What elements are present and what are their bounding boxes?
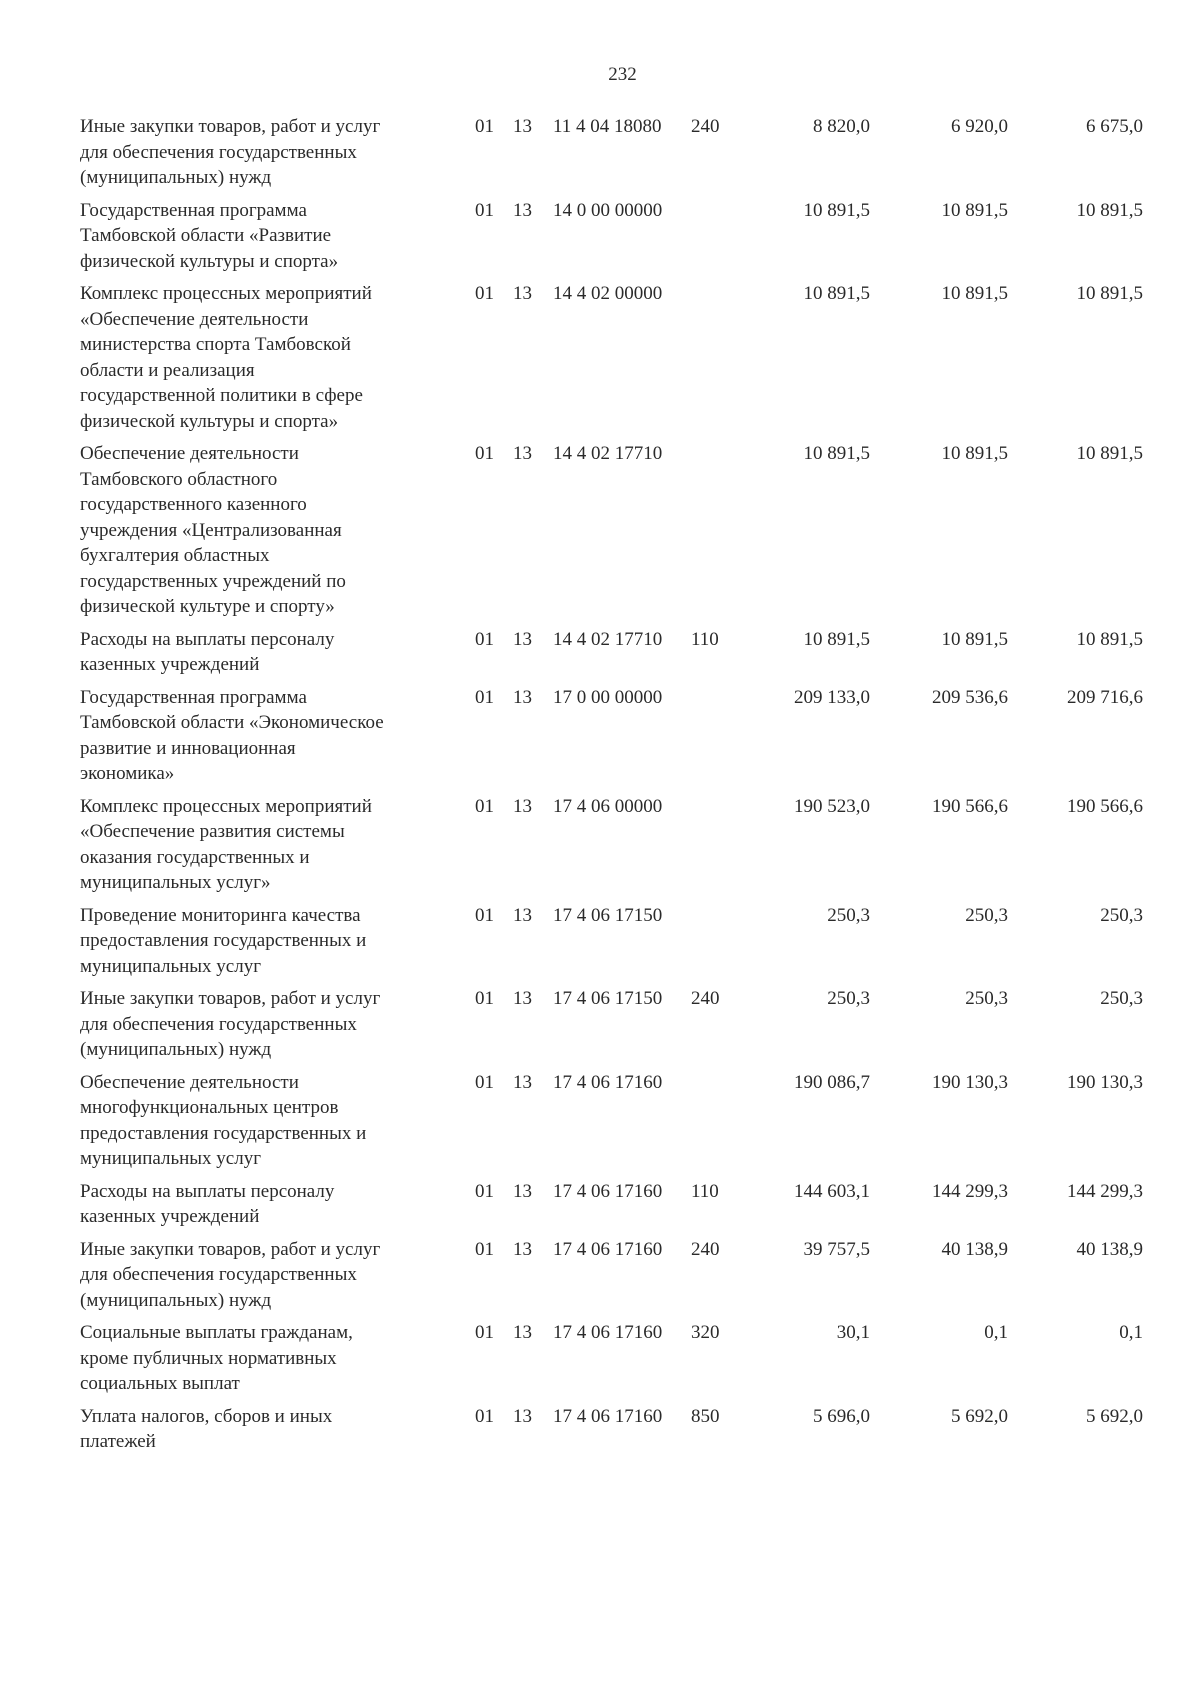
section-code: 01	[475, 1180, 494, 1202]
expense-type-code: 110	[691, 1180, 719, 1202]
table-row	[80, 685, 1155, 787]
amount-year-3: 10 891,5	[1076, 628, 1143, 650]
amount-year-3: 250,3	[1100, 904, 1143, 926]
expense-type-code: 110	[691, 628, 719, 650]
amount-year-3: 250,3	[1100, 988, 1143, 1009]
table-row	[80, 1320, 1155, 1397]
expense-type-code: 240	[691, 1238, 720, 1260]
amount-year-2: 10 891,5	[941, 443, 1008, 464]
target-article-code: 14 4 02 17710	[553, 443, 663, 464]
section-code: 01	[475, 988, 494, 1009]
target-article-code: 14 0 00 00000	[553, 199, 663, 221]
section-code: 01	[475, 443, 494, 464]
expense-name: Уплата налогов, сборов и иных платежей	[80, 1405, 333, 1452]
amount-year-1: 190 523,0	[794, 795, 870, 817]
amount-year-3: 190 130,3	[1067, 1071, 1143, 1093]
section-code: 01	[475, 199, 494, 221]
amount-year-1: 10 891,5	[803, 443, 870, 464]
table-row	[80, 627, 1155, 678]
amount-year-3: 6 675,0	[1086, 116, 1143, 137]
target-article-code: 17 0 00 00000	[553, 686, 663, 708]
section-code: 01	[475, 904, 494, 926]
section-code: 01	[475, 686, 494, 708]
target-article-code: 14 4 02 17710	[553, 628, 663, 650]
expense-name: Государственная программа Тамбовской области «Экономическое развитие и инновационная экономика»	[80, 686, 384, 784]
expense-name: Социальные выплаты гражданам, кроме публичных нормативных социальных выплат	[80, 1322, 353, 1394]
amount-year-3: 209 716,6	[1067, 686, 1143, 708]
expense-name: Комплекс процессных мероприятий «Обеспечение деятельности министерства спорта Тамбовской области и реализация государственной политики в сфере физической культуры и спорта»	[80, 283, 372, 432]
expense-type-code: 320	[691, 1322, 720, 1343]
target-article-code: 11 4 04 18080	[553, 116, 662, 137]
amount-year-3: 40 138,9	[1076, 1238, 1143, 1260]
amount-year-3: 190 566,6	[1067, 795, 1143, 817]
table-row	[80, 986, 1155, 1063]
section-code: 01	[475, 1071, 494, 1093]
section-code: 01	[475, 795, 494, 817]
table-row	[80, 198, 1155, 275]
subsection-code: 13	[513, 1405, 532, 1427]
expense-name: Обеспечение деятельности Тамбовского областного государственного казенного учреждения «Централизованная бухгалтерия областных государственных учреждений по физической культуре и спорту»	[80, 443, 346, 617]
amount-year-2: 190 566,6	[932, 795, 1008, 817]
subsection-code: 13	[513, 283, 532, 304]
target-article-code: 17 4 06 17160	[553, 1238, 663, 1260]
table-row	[80, 1237, 1155, 1314]
amount-year-1: 250,3	[827, 988, 870, 1009]
subsection-code: 13	[513, 443, 532, 464]
amount-year-1: 144 603,1	[794, 1180, 870, 1202]
target-article-code: 17 4 06 00000	[553, 795, 663, 817]
target-article-code: 17 4 06 17150	[553, 988, 663, 1009]
subsection-code: 13	[513, 1322, 532, 1343]
amount-year-3: 5 692,0	[1086, 1405, 1143, 1427]
table-row	[80, 281, 1155, 434]
expense-type-code: 240	[691, 988, 720, 1009]
table-row	[80, 1070, 1155, 1172]
subsection-code: 13	[513, 199, 532, 221]
section-code: 01	[475, 1405, 494, 1427]
expense-name: Расходы на выплаты персоналу казенных учреждений	[80, 1180, 335, 1227]
section-code: 01	[475, 116, 494, 137]
expense-name: Иные закупки товаров, работ и услуг для обеспечения государственных (муниципальных) нужд	[80, 1238, 381, 1311]
amount-year-1: 10 891,5	[803, 199, 870, 221]
amount-year-2: 144 299,3	[932, 1180, 1008, 1202]
expense-name: Расходы на выплаты персоналу казенных учреждений	[80, 628, 335, 675]
section-code: 01	[475, 1238, 494, 1260]
section-code: 01	[475, 1322, 494, 1343]
amount-year-2: 10 891,5	[941, 628, 1008, 650]
subsection-code: 13	[513, 116, 532, 137]
subsection-code: 13	[513, 904, 532, 926]
target-article-code: 17 4 06 17160	[553, 1405, 663, 1427]
subsection-code: 13	[513, 1238, 532, 1260]
amount-year-1: 5 696,0	[813, 1405, 870, 1427]
budget-table	[80, 114, 1155, 1462]
target-article-code: 17 4 06 17160	[553, 1071, 663, 1093]
amount-year-1: 8 820,0	[813, 116, 870, 137]
amount-year-3: 10 891,5	[1076, 283, 1143, 304]
amount-year-2: 190 130,3	[932, 1071, 1008, 1093]
amount-year-1: 250,3	[827, 904, 870, 926]
section-code: 01	[475, 628, 494, 650]
expense-type-code: 240	[691, 116, 720, 137]
amount-year-2: 5 692,0	[951, 1405, 1008, 1427]
table-row	[80, 794, 1155, 896]
amount-year-1: 10 891,5	[803, 628, 870, 650]
expense-name: Обеспечение деятельности многофункциональных центров предоставления государственных и муниципальных услуг	[80, 1071, 367, 1169]
subsection-code: 13	[513, 1071, 532, 1093]
expense-name: Иные закупки товаров, работ и услуг для обеспечения государственных (муниципальных) нужд	[80, 116, 381, 188]
amount-year-3: 10 891,5	[1076, 443, 1143, 464]
subsection-code: 13	[513, 628, 532, 650]
amount-year-2: 40 138,9	[941, 1238, 1008, 1260]
amount-year-3: 144 299,3	[1067, 1180, 1143, 1202]
table-row	[80, 114, 1155, 191]
table-row	[80, 903, 1155, 980]
page-number: 232	[608, 64, 637, 85]
amount-year-1: 39 757,5	[803, 1238, 870, 1260]
expense-name: Государственная программа Тамбовской области «Развитие физической культуры и спорта»	[80, 199, 339, 272]
expense-type-code: 850	[691, 1405, 720, 1427]
amount-year-2: 6 920,0	[951, 116, 1008, 137]
expense-name: Проведение мониторинга качества предоставления государственных и муниципальных услуг	[80, 904, 367, 977]
expense-name: Иные закупки товаров, работ и услуг для обеспечения государственных (муниципальных) нужд	[80, 988, 381, 1060]
amount-year-2: 10 891,5	[941, 283, 1008, 304]
amount-year-2: 250,3	[965, 988, 1008, 1009]
amount-year-2: 250,3	[965, 904, 1008, 926]
expense-name: Комплекс процессных мероприятий «Обеспечение развития системы оказания государственных и муниципальных услуг»	[80, 795, 372, 893]
subsection-code: 13	[513, 1180, 532, 1202]
amount-year-1: 10 891,5	[803, 283, 870, 304]
subsection-code: 13	[513, 988, 532, 1009]
amount-year-3: 0,1	[1119, 1322, 1143, 1343]
amount-year-3: 10 891,5	[1076, 199, 1143, 221]
target-article-code: 17 4 06 17160	[553, 1180, 663, 1202]
table-row	[80, 1404, 1155, 1455]
amount-year-1: 209 133,0	[794, 686, 870, 708]
target-article-code: 17 4 06 17160	[553, 1322, 663, 1343]
table-row	[80, 1179, 1155, 1230]
amount-year-1: 190 086,7	[794, 1071, 870, 1093]
target-article-code: 17 4 06 17150	[553, 904, 663, 926]
table-row	[80, 441, 1155, 620]
subsection-code: 13	[513, 686, 532, 708]
subsection-code: 13	[513, 795, 532, 817]
amount-year-2: 209 536,6	[932, 686, 1008, 708]
amount-year-2: 0,1	[984, 1322, 1008, 1343]
amount-year-1: 30,1	[836, 1322, 870, 1343]
target-article-code: 14 4 02 00000	[553, 283, 663, 304]
amount-year-2: 10 891,5	[941, 199, 1008, 221]
section-code: 01	[475, 283, 494, 304]
